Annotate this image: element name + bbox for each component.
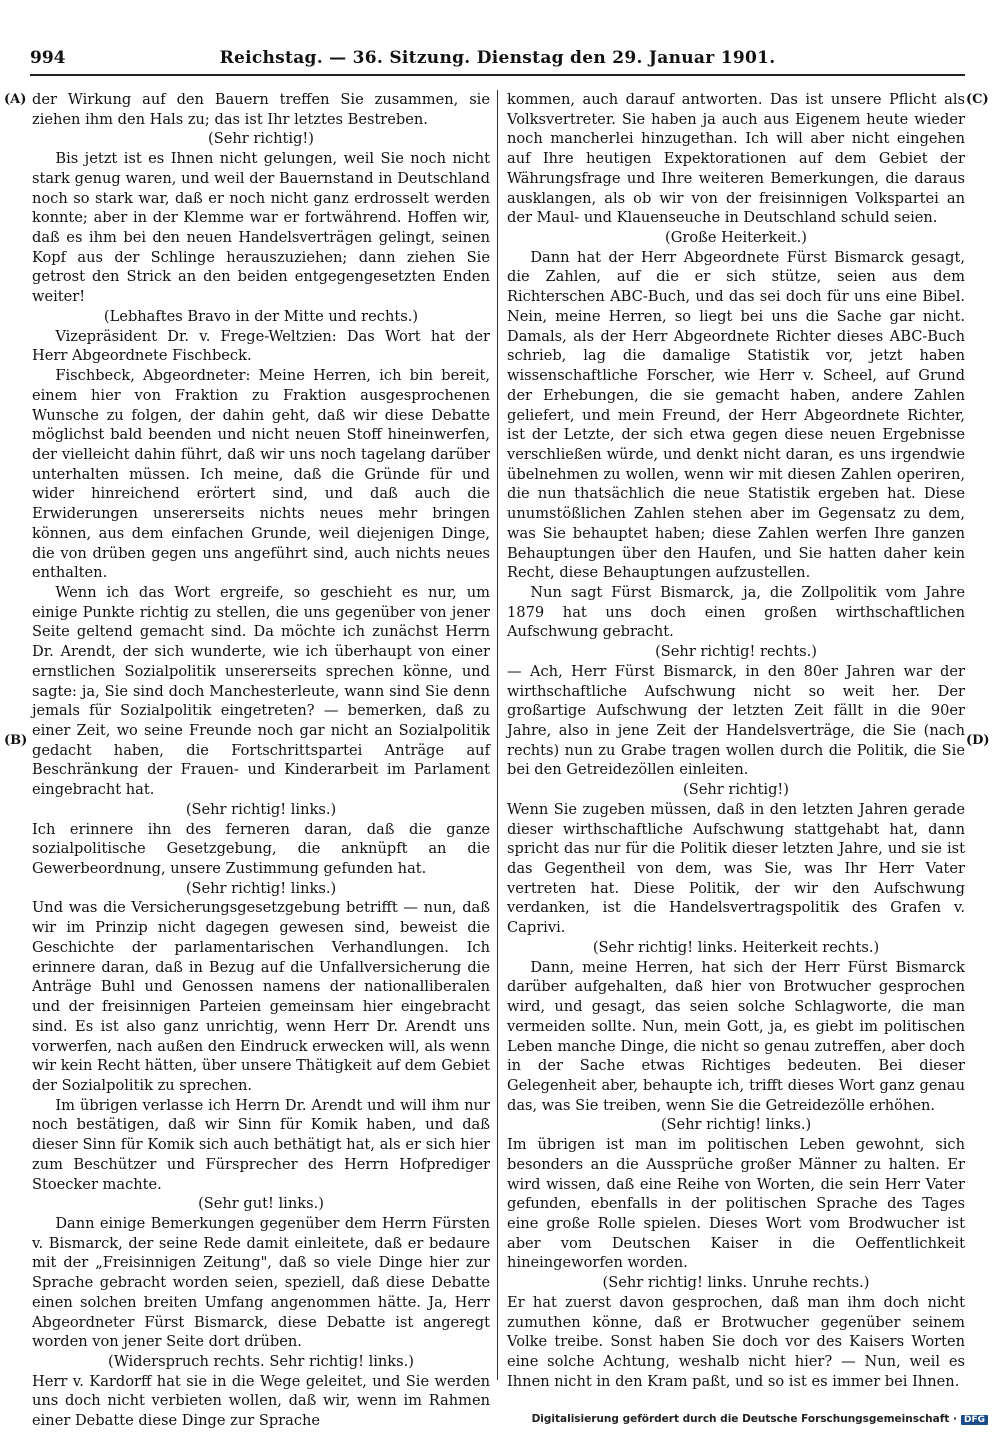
paragraph: Dann, meine Herren, hat sich der Herr Fürst Bismarck darüber aufgehalten, daß hier von Brotwucher gesprochen wird, und gesagt, das seien solche Schlagworte, die man vermeiden sollte. Nun, mein Gott, ja, es giebt im politischen Leben manche Dinge, die nicht so genau zutreffen, aber doch in der Sache etwas Richtiges bedeuten. Bei dieser Gelegenheit aber, behaupte ich, trifft dieses Wort ganz genau das, was Sie treiben, wenn Sie die Getreidezölle erhöhen. (507, 958, 965, 1114)
paragraph: Wenn ich das Wort ergreife, so geschieht es nur, um einige Punkte richtig zu stellen, die uns gegenüber von jener Seite geltend gemacht sind. Da möchte ich zunächst Herrn Dr. Arendt, der sich wunderte, wie ich überhaupt von einer ernstlichen Sozialpolitik unsererseits sprechen könne, und sagte: ja, Sie sind doch Manchesterleute, wann sind Sie denn jemals für Sozialpolitik eingetreten? — bemerken, daß zu einer Zeit, wo seine Freunde noch gar nicht an Sozialpolitik gedacht haben, die Fortschrittspartei Anträge auf Beschränkung der Frauen- und Kinderarbeit im Parlament eingebracht hat. (32, 583, 490, 799)
paragraph: Nun sagt Fürst Bismarck, ja, die Zollpolitik vom Jahre 1879 hat uns doch einen großen wirthschaftlichen Aufschwung gebracht. (507, 583, 965, 641)
paragraph: — Ach, Herr Fürst Bismarck, in den 80er Jahren war der wirthschaftliche Aufschwung nicht so weit her. Der großartige Aufschwung der letzten Zeit fällt in die 90er Jahre, also in jene Zeit der Handelsverträge, die Sie (nach rechts) nun zu Grabe tragen wollen durch die Politik, die Sie bei den Getreidezöllen einleiten. (507, 662, 965, 779)
left-column (32, 90, 490, 1430)
running-title: Reichstag. — 36. Sitzung. Dienstag den 29. Januar 1901. (219, 48, 776, 68)
interjection: (Widerspruch rechts. Sehr richtig! links.) (108, 1353, 414, 1370)
paragraph: Im übrigen verlasse ich Herrn Dr. Arendt und will ihm nur noch bestätigen, daß wir Sinn für Komik haben, und daß dieser Sinn für Komik sich auch bethätigt hat, als er sich hier zum Beschützer und Fürsprecher des Herrn Hofprediger Stoecker machte. (32, 1096, 490, 1193)
page-number: 994 (30, 48, 66, 68)
paragraph: Er hat zuerst davon gesprochen, daß man ihm doch nicht zumuthen könne, daß er Brotwucher gegenüber seinem Volke treibe. Sonst haben Sie doch vor des Kaisers Worten eine solche Achtung, weshalb nicht hier? — Nun, weil es Ihnen nicht in den Kram paßt, und so ist es immer bei Ihnen. (507, 1293, 965, 1390)
interjection: (Sehr richtig! links. Heiterkeit rechts.) (592, 938, 880, 956)
paragraph: Wenn Sie zugeben müssen, daß in den letzten Jahren gerade dieser wirthschaftliche Aufschwung stattgehabt hat, dann spricht das nur für die Politik dieser letzten Jahre, und sie ist das Gegentheil von dem, was Sie, was Ihr Herr Vater vertreten hat. Diese Politik, der wir den Aufschwung verdanken, ist die Handelsvertragspolitik des Grafen v. Caprivi. (507, 800, 965, 937)
paragraph: Bis jetzt ist es Ihnen nicht gelungen, weil Sie noch nicht stark genug waren, und weil der Bauernstand in Deutschland noch so stark war, daß er noch nicht ganz erdrosselt werden konnte; aber in der Klemme war er fortwährend. Hoffen wir, daß es ihm bei den neuen Handelsverträgen gelingt, seinen Kopf aus der Schlinge herauszuziehen; dann ziehen Sie getrost den Strick an den beiden entgegengesetzten Enden weiter! (32, 150, 490, 306)
speaker-paragraph: Vizepräsident Dr. v. Frege-Weltzien: Das Wort hat der Herr Abgeordnete Fischbeck. (32, 327, 490, 365)
digitization-credit (532, 1413, 988, 1425)
margin-marker-c: (C) (966, 92, 989, 107)
paragraph: Im übrigen ist man im politischen Leben gewohnt, sich besonders an die Aussprüche großer Männer zu halten. Er wird wissen, daß eine Reihe von Worten, die sein Herr Vater gefunden, ebenfalls in der politischen Sprache des Tages eine große Rolle spielen. Dieses Wort vom Brodwucher ist aber vom Deutschen Kaiser in die Oeffentlichkeit hineingeworfen worden. (507, 1136, 965, 1272)
interjection: (Sehr richtig! links.) (185, 879, 337, 897)
interjection: (Große Heiterkeit.) (665, 229, 807, 247)
interjection: (Sehr richtig!) (208, 130, 314, 148)
paragraph: kommen, auch darauf antworten. Das ist unsere Pflicht als Volksvertreter. Sie haben ja auch aus Eigenem heute wieder noch mancherlei hinzugethan. Ich will aber nicht eingehen auf Ihre heutigen Expektorationen auf dem Gebiet der Währungsfrage und Ihre weiteren Bemerkungen, die daraus ausklangen, als ob wir von der freisinnigen Volkspartei an der Maul- und Klauenseuche in Deutschland schuld seien. (507, 91, 965, 227)
margin-marker-a: (A) (4, 92, 27, 107)
interjection: (Lebhaftes Bravo in der Mitte und rechts.) (103, 307, 419, 325)
paragraph: Und was die Versicherungsgesetzgebung betrifft — nun, daß wir im Prinzip nicht dagegen gewesen sind, beweist die Geschichte der parlamentarischen Verhandlungen. Ich erinnere daran, daß in Bezug auf die Unfallversicherung die Anträge Buhl und Genossen namens der nationalliberalen und der freisinnigen Parteien gemeinsam hier eingebracht sind. Es ist also ganz unrichtig, wenn Herr Dr. Arendt uns vorwerfen, nach außen den Eindruck erwecken will, als wenn wir kein Recht hätten, über unsere Thätigkeit auf dem Gebiet der Sozialpolitik zu sprechen. (32, 899, 490, 1094)
interjection: (Sehr richtig!) (683, 781, 789, 799)
margin-marker-b: (B) (4, 733, 28, 748)
interjection: (Sehr richtig! links. Unruhe rechts.) (602, 1274, 870, 1292)
paragraph: der Wirkung auf den Bauern treffen Sie zusammen, sie ziehen ihm den Hals zu; das ist Ihr letztes Bestreben. (32, 91, 490, 128)
interjection: (Sehr gut! links.) (198, 1195, 324, 1213)
paragraph: Herr v. Kardorff hat sie in die Wege geleitet, und Sie werden uns doch nicht verbieten wollen, daß wir, wenn im Rahmen einer Debatte diese Dinge zur Sprache (32, 1372, 490, 1430)
interjection: (Sehr richtig! links.) (660, 1116, 812, 1134)
dfg-logo: DFG (961, 1415, 988, 1425)
header-rule (30, 74, 965, 76)
interjection: (Sehr richtig! links.) (185, 800, 337, 818)
page-header (30, 46, 965, 74)
credit-text: Digitalisierung gefördert durch die Deutsche Forschungsgemeinschaft · (531, 1413, 957, 1425)
paragraph: Ich erinnere ihn des ferneren daran, daß die ganze sozialpolitische Gesetzgebung, die anknüpft an die Gewerbeordnung, unsere Zustimmung gefunden hat. (32, 820, 490, 878)
paragraph: Dann einige Bemerkungen gegenüber dem Herrn Fürsten v. Bismarck, der seine Rede damit einleitete, daß er bedaure mit der „Freisinnigen Zeitung", daß so viele Dinge hier zur Sprache gebracht worden seien, speziell, daß diese Debatte einen solchen breiten Umfang angenommen hätte. Ja, Herr Abgeordneter Fürst Bismarck, diese Debatte ist angeregt worden von jener Seite dort drüben. (32, 1214, 490, 1351)
right-column (507, 90, 965, 1390)
paragraph: Dann hat der Herr Abgeordnete Fürst Bismarck gesagt, die Zahlen, auf die er sich stütze, seien aus dem Richterschen ABC-Buch, und das sei doch für uns eine Bibel. Nein, meine Herren, so liegt bei uns die Sache gar nicht. Damals, als der Herr Abgeordnete Richter dieses ABC-Buch schrieb, lag die damalige Statistik vor, jetzt haben wissenschaftliche Forscher, wie Herr v. Scheel, auf Grund der Erhebungen, die sie gemacht haben, andere Zahlen geliefert, und mein Freund, der Herr Abgeordnete Richter, ist der Letzte, der sich etwa gegen diese neuen Ergebnisse verschließen würde, und denkt nicht daran, es uns irgendwie übelnehmen zu wollen, wenn wir mit diesen Zahlen operiren, die nun thatsächlich die neue Statistik ergeben hat. Diese unumstößlichen Zahlen stehen aber im Gegensatz zu dem, was Sie behauptet haben; diese Zahlen werfen Ihre ganzen Behauptungen über den Haufen, und Sie hatten daher kein Recht, diese Behauptungen aufzustellen. (507, 248, 965, 582)
interjection: (Sehr richtig! rechts.) (655, 643, 817, 661)
margin-marker-d: (D) (966, 733, 990, 748)
column-divider (497, 90, 498, 1380)
speaker-paragraph: Fischbeck, Abgeordneter: Meine Herren, ich bin bereit, einem hier von Fraktion zu Fraktion ausgesprochenen Wunsche zu folgen, der dahin geht, daß wir diese Debatte möglichst bald beenden und nicht neuen Stoff hineinwerfen, der vielleicht dahin führt, daß wir uns noch tagelang darüber unterhalten müssen. Ich meine, daß die Gründe für und wider hinreichend erörtert sind, und daß auch die Erwiderungen unsererseits nichts neues mehr bringen können, aus dem einfachen Grunde, weil diejenigen Dinge, die von drüben gegen uns angeführt sind, auch nichts neues enthalten. (32, 367, 490, 582)
